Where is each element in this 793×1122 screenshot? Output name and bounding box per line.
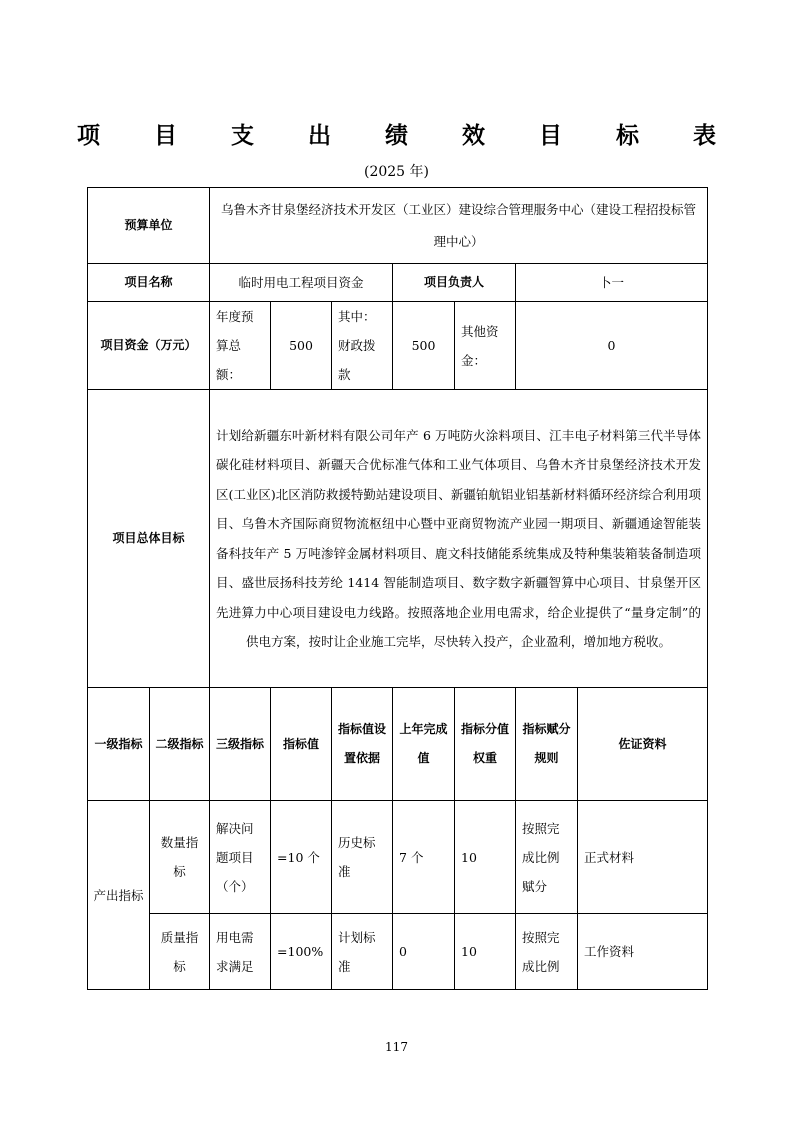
level3-indicator: 解决问题项目（个） xyxy=(210,801,271,914)
scoring-rule: 按照完成比例赋分 xyxy=(516,801,578,914)
indicator-header-row xyxy=(88,688,708,801)
annual-budget-value: 500 xyxy=(271,302,332,390)
indicator-weight: 10 xyxy=(455,801,516,914)
fiscal-funds-value: 500 xyxy=(393,302,455,390)
level2-indicator: 数量指标 xyxy=(150,801,210,914)
performance-table xyxy=(87,187,708,990)
scoring-rule: 按照完成比例 xyxy=(516,914,578,990)
indicator-weight: 10 xyxy=(455,914,516,990)
table-row xyxy=(88,914,708,990)
level3-indicator: 用电需求满足 xyxy=(210,914,271,990)
header-level1: 一级指标 xyxy=(88,688,150,801)
header-rule: 指标赋分规则 xyxy=(516,688,578,801)
document-title: 项 目 支 出 绩 效 目 标 表 xyxy=(76,122,740,149)
header-value: 指标值 xyxy=(271,688,332,801)
table-row xyxy=(88,801,708,914)
level1-indicator: 产出指标 xyxy=(88,801,150,990)
project-name-row xyxy=(88,264,708,302)
project-fund-row xyxy=(88,302,708,390)
project-leader-value: 卜一 xyxy=(516,264,708,302)
header-last-year: 上年完成值 xyxy=(393,688,455,801)
indicator-value: =10 个 xyxy=(271,801,332,914)
header-level2: 二级指标 xyxy=(150,688,210,801)
header-weight: 指标分值权重 xyxy=(455,688,516,801)
fiscal-funds-label: 其中：财政拨款 xyxy=(332,302,393,390)
last-year-value: 0 xyxy=(393,914,455,990)
annual-budget-label: 年度预算总额： xyxy=(210,302,271,390)
project-fund-label: 项目资金（万元） xyxy=(88,302,210,390)
budget-unit-label: 预算单位 xyxy=(88,188,210,264)
indicator-basis: 历史标准 xyxy=(332,801,393,914)
overall-goal-label: 项目总体目标 xyxy=(88,390,210,688)
project-name-label: 项目名称 xyxy=(88,264,210,302)
project-name-value: 临时用电工程项目资金 xyxy=(210,264,393,302)
header-basis: 指标值设置依据 xyxy=(332,688,393,801)
header-evidence: 佐证资料 xyxy=(578,688,708,801)
header-level3: 三级指标 xyxy=(210,688,271,801)
budget-unit-row xyxy=(88,188,708,264)
indicator-value: =100% xyxy=(271,914,332,990)
project-leader-label: 项目负责人 xyxy=(393,264,516,302)
other-funds-label: 其他资金： xyxy=(455,302,516,390)
document-year: (2025 年) xyxy=(363,164,429,180)
overall-goal-row xyxy=(88,390,708,688)
evidence-material: 正式材料 xyxy=(578,801,708,914)
last-year-value: 7 个 xyxy=(393,801,455,914)
evidence-material: 工作资料 xyxy=(578,914,708,990)
budget-unit-value: 乌鲁木齐甘泉堡经济技术开发区（工业区）建设综合管理服务中心（建设工程招投标管理中心） xyxy=(210,188,708,264)
level2-indicator: 质量指标 xyxy=(150,914,210,990)
indicator-basis: 计划标准 xyxy=(332,914,393,990)
overall-goal-value: 计划给新疆东叶新材料有限公司年产 6 万吨防火涂料项目、江丰电子材料第三代半导体碳化硅材料项目、新疆天合优标准气体和工业气体项目、乌鲁木齐甘泉堡经济技术开发区(工业区)北区消防救援特勤站建设项目、新疆铂航铝业铝基新材料循环经济综合利用项目、乌鲁木齐国际商贸物流枢纽中心暨中亚商贸物流产业园一期项目、新疆通途智能装备科技年产 5 万吨渗锌金属材料项目、鹿文科技储能系统集成及特种集装箱装备制造项目、盛世辰扬科技芳纶 1414 智能制造项目、数字数字新疆智算中心项目、甘泉堡开区先进算力中心项目建设电力线路。按照落地企业用电需求，给企业提供了“量身定制”的供电方案，按时让企业施工完毕，尽快转入投产，企业盈利，增加地方税收。 xyxy=(210,390,708,688)
other-funds-value: 0 xyxy=(516,302,708,390)
page-number: 117 xyxy=(385,1040,408,1054)
